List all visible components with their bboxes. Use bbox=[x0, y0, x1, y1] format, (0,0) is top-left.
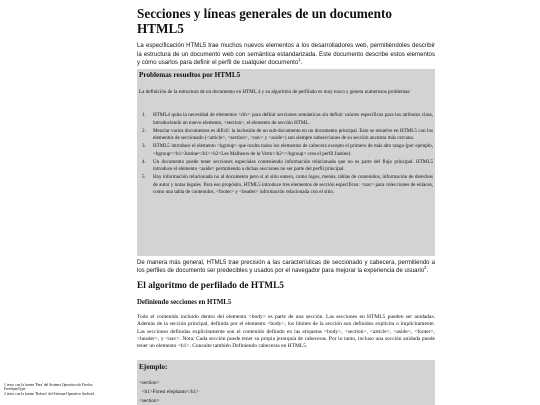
list-item-text: Hay información relacionada no al documento pero sí al sitio entero, como logos, menús, tablas de contenidos, información de derechos de autor y notas legales. Para eso propósito, HTML5 introduce tres elementos de sección específicos: <nav> para colecciones de enlaces, como una tabla de contenidos, <footer> y <header> información relacionada con el sitio. bbox=[153, 174, 433, 196]
list-item-text: HTML4 quita la necesidad de elementos <div> para definir secciones semánticas sin definir valores específicos para los atributos class, introduciendo un nuevo elemento, <section>, el elemento de sección HTML. bbox=[153, 112, 433, 126]
example-box bbox=[137, 360, 435, 405]
list-item-number: 1. bbox=[142, 112, 146, 118]
list-item-text: HTML5 introduce el elemento <hgroup> que oculta todos los elementos de cabecera excepto el primero de más alto rango (por ejemplo, <hgroup><h1>Justine</h1><h2>Les Malheurs de la Vertu</h2></hgroup> crea el perfil Justine). bbox=[153, 143, 433, 157]
list-item bbox=[139, 143, 433, 158]
example-code: <section> <h1>Forest elephants</h1> <section> bbox=[139, 380, 199, 404]
intro-text: La especificación HTML5 trae muchos nuevos elementos a los desarrolladores web, permitiéndoles describir la estructura de un documento web con semántica estandarizada. Este documento describe estos elementos y cómo usarlos para definir el perfil de cualquier documento bbox=[137, 42, 435, 67]
problems-box bbox=[137, 69, 435, 256]
list-item-text: Mezclar varios documentos es difícil: la inclusión de un sub-documento en un documento principal. Esto se resuelve en HTML5 con los elementos de seccionado (<article>, <section>, <nav> y <aside>) son siempre subsecciones de su sección ancestra más cercana. bbox=[153, 127, 433, 142]
list-item-number: 3. bbox=[142, 143, 146, 150]
list-item-number: 5. bbox=[142, 174, 146, 181]
problems-heading: Problemas resueltos por HTML5 bbox=[139, 71, 241, 79]
page-title: Secciones y líneas generales de un documento HTML5 bbox=[137, 6, 392, 36]
footnote-1: 1 texto con la fuente 'Pera' del Sistema Operativo de Firefox FreeSpanType. bbox=[4, 383, 93, 392]
sections-subheading: Definiendo secciones en HTML5 bbox=[137, 299, 232, 306]
footnote-ref-1[interactable]: 1 bbox=[298, 57, 301, 63]
list-item bbox=[139, 128, 433, 143]
summary-text: De manera más general, HTML5 trae precisión a las características de seccionado y cabecera, permitiendo a los perfiles de documento ser predecibles y usados por el navegador para mejorar la experiencia de usuario bbox=[137, 260, 435, 275]
footnote-2: 2 texto con la fuente 'Roboto' del Sistema Operativo Android. bbox=[4, 391, 95, 396]
footnote-ref-2[interactable]: 2 bbox=[424, 265, 427, 271]
list-item-number: 2. bbox=[142, 127, 146, 134]
list-item bbox=[139, 112, 433, 127]
example-heading: Ejemplo: bbox=[139, 363, 168, 371]
list-item-number: 4. bbox=[142, 158, 146, 165]
problems-intro: La definición de la estructura de un documento en HTML 4 y su algoritmo de perfilado es muy tosco y genera numerosos problemas: bbox=[139, 89, 411, 95]
list-item-text: Un documento puede tener secciones especiales conteniendo información relacionada que no es parte del flujo principal. HTML5 introduce el elemento <aside> permitiendo a dichas secciones no ser parte del perfil principal. bbox=[153, 158, 433, 173]
footnotes bbox=[4, 383, 112, 396]
list-item bbox=[139, 159, 433, 174]
list-item bbox=[139, 174, 433, 197]
summary-paragraph: De manera más general, HTML5 trae precisión a las características de seccionado y cabecera, permitiendo a los perfiles de documento ser predecibles y usados por el navegador para mejorar la experiencia de usuario$^2$. bbox=[137, 260, 435, 275]
intro-paragraph: La especificación HTML5 trae muchos nuevos elementos a los desarrolladores web, permitiéndoles describir la estructura de un documento web con semántica estandarizada. Este documento describe estos elementos y cómo usarlos para definir el perfil de cualquier documento$^1$. bbox=[137, 42, 435, 67]
problems-list bbox=[139, 112, 433, 198]
algorithm-heading: El algoritmo de perfilado de HTML5 bbox=[137, 281, 284, 291]
algorithm-paragraph: Todo el contenido incluido dentro del elemento <body> es parte de una sección. Las secciones en HTML5 pueden ser anidadas. Además de la sección principal, definida por el elemento <body>, los límites de la sección son definidos explícita o implícitamente. Las secciones definidas explícitamente son el contenido definido en las etiquetas <body>, <section>, <article>, <aside>, <footer>, <header>, y <nav>. Nota: Cada sección puede tener su propia jerarquía de cabeceras. Por lo tanto, incluso una sección anidada puede tener un elemento <h1>. Consulte también Definiendo cabeceras en HTML5. bbox=[137, 314, 435, 350]
